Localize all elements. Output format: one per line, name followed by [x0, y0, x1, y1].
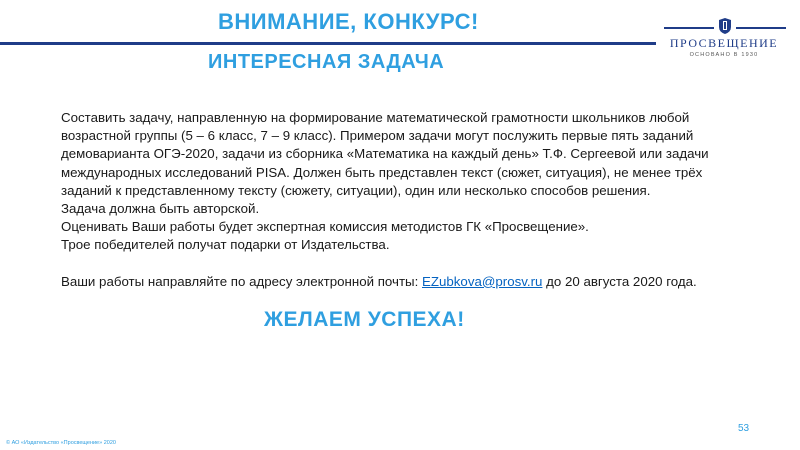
paragraph-spacer [61, 255, 751, 273]
contest-description [61, 109, 751, 291]
task-subtitle: ИНТЕРЕСНАЯ ЗАДАЧА [208, 51, 445, 73]
submission-deadline: до 20 августа 2020 года. [542, 273, 697, 289]
logo-wordmark: ПРОСВЕЩЕНИЕ [669, 36, 779, 50]
copyright-notice: © АО «Издательство «Просвещение» 2020 [6, 440, 116, 446]
logo-right-line [736, 27, 786, 29]
authorship-requirement: Задача должна быть авторской. [61, 201, 260, 217]
logo-tagline: ОСНОВАНО В 1930 [689, 52, 759, 58]
task-description: Составить задачу, направленную на формирование математической грамотности школьников любой возрастной группы (5 – 6 класс, 7 – 9 класс). Примером задачи могут послужить первые пять заданий демоварианта ОГЭ-2020, задачи из сборника «Математика на каждый день» Т.Ф. Сергеевой или задачи международных исследований PISA. Должен быть представлен текст (сюжет, ситуация), не менее трёх заданий к представленному тексту (сюжету, ситуации), один или несколько способов решения. [61, 110, 709, 198]
email-link[interactable]: EZubkova@prosv.ru [422, 273, 543, 289]
good-luck-banner: ЖЕЛАЕМ УСПЕХА! [264, 308, 465, 331]
submission-prefix: Ваши работы направляйте по адресу электронной почты: [61, 273, 422, 289]
logo-left-line [664, 27, 714, 29]
page-number: 53 [738, 423, 750, 434]
prosveshchenie-logo [660, 10, 788, 60]
jury-info: Оценивать Ваши работы будет экспертная комиссия методистов ГК «Просвещение». [61, 219, 589, 235]
prizes-info: Трое победителей получат подарки от Издательства. [61, 237, 390, 253]
submission-info [61, 273, 751, 291]
logo-emblem-icon [719, 18, 731, 34]
contest-title: ВНИМАНИЕ, КОНКУРС! [218, 9, 479, 34]
header-divider [0, 42, 656, 45]
